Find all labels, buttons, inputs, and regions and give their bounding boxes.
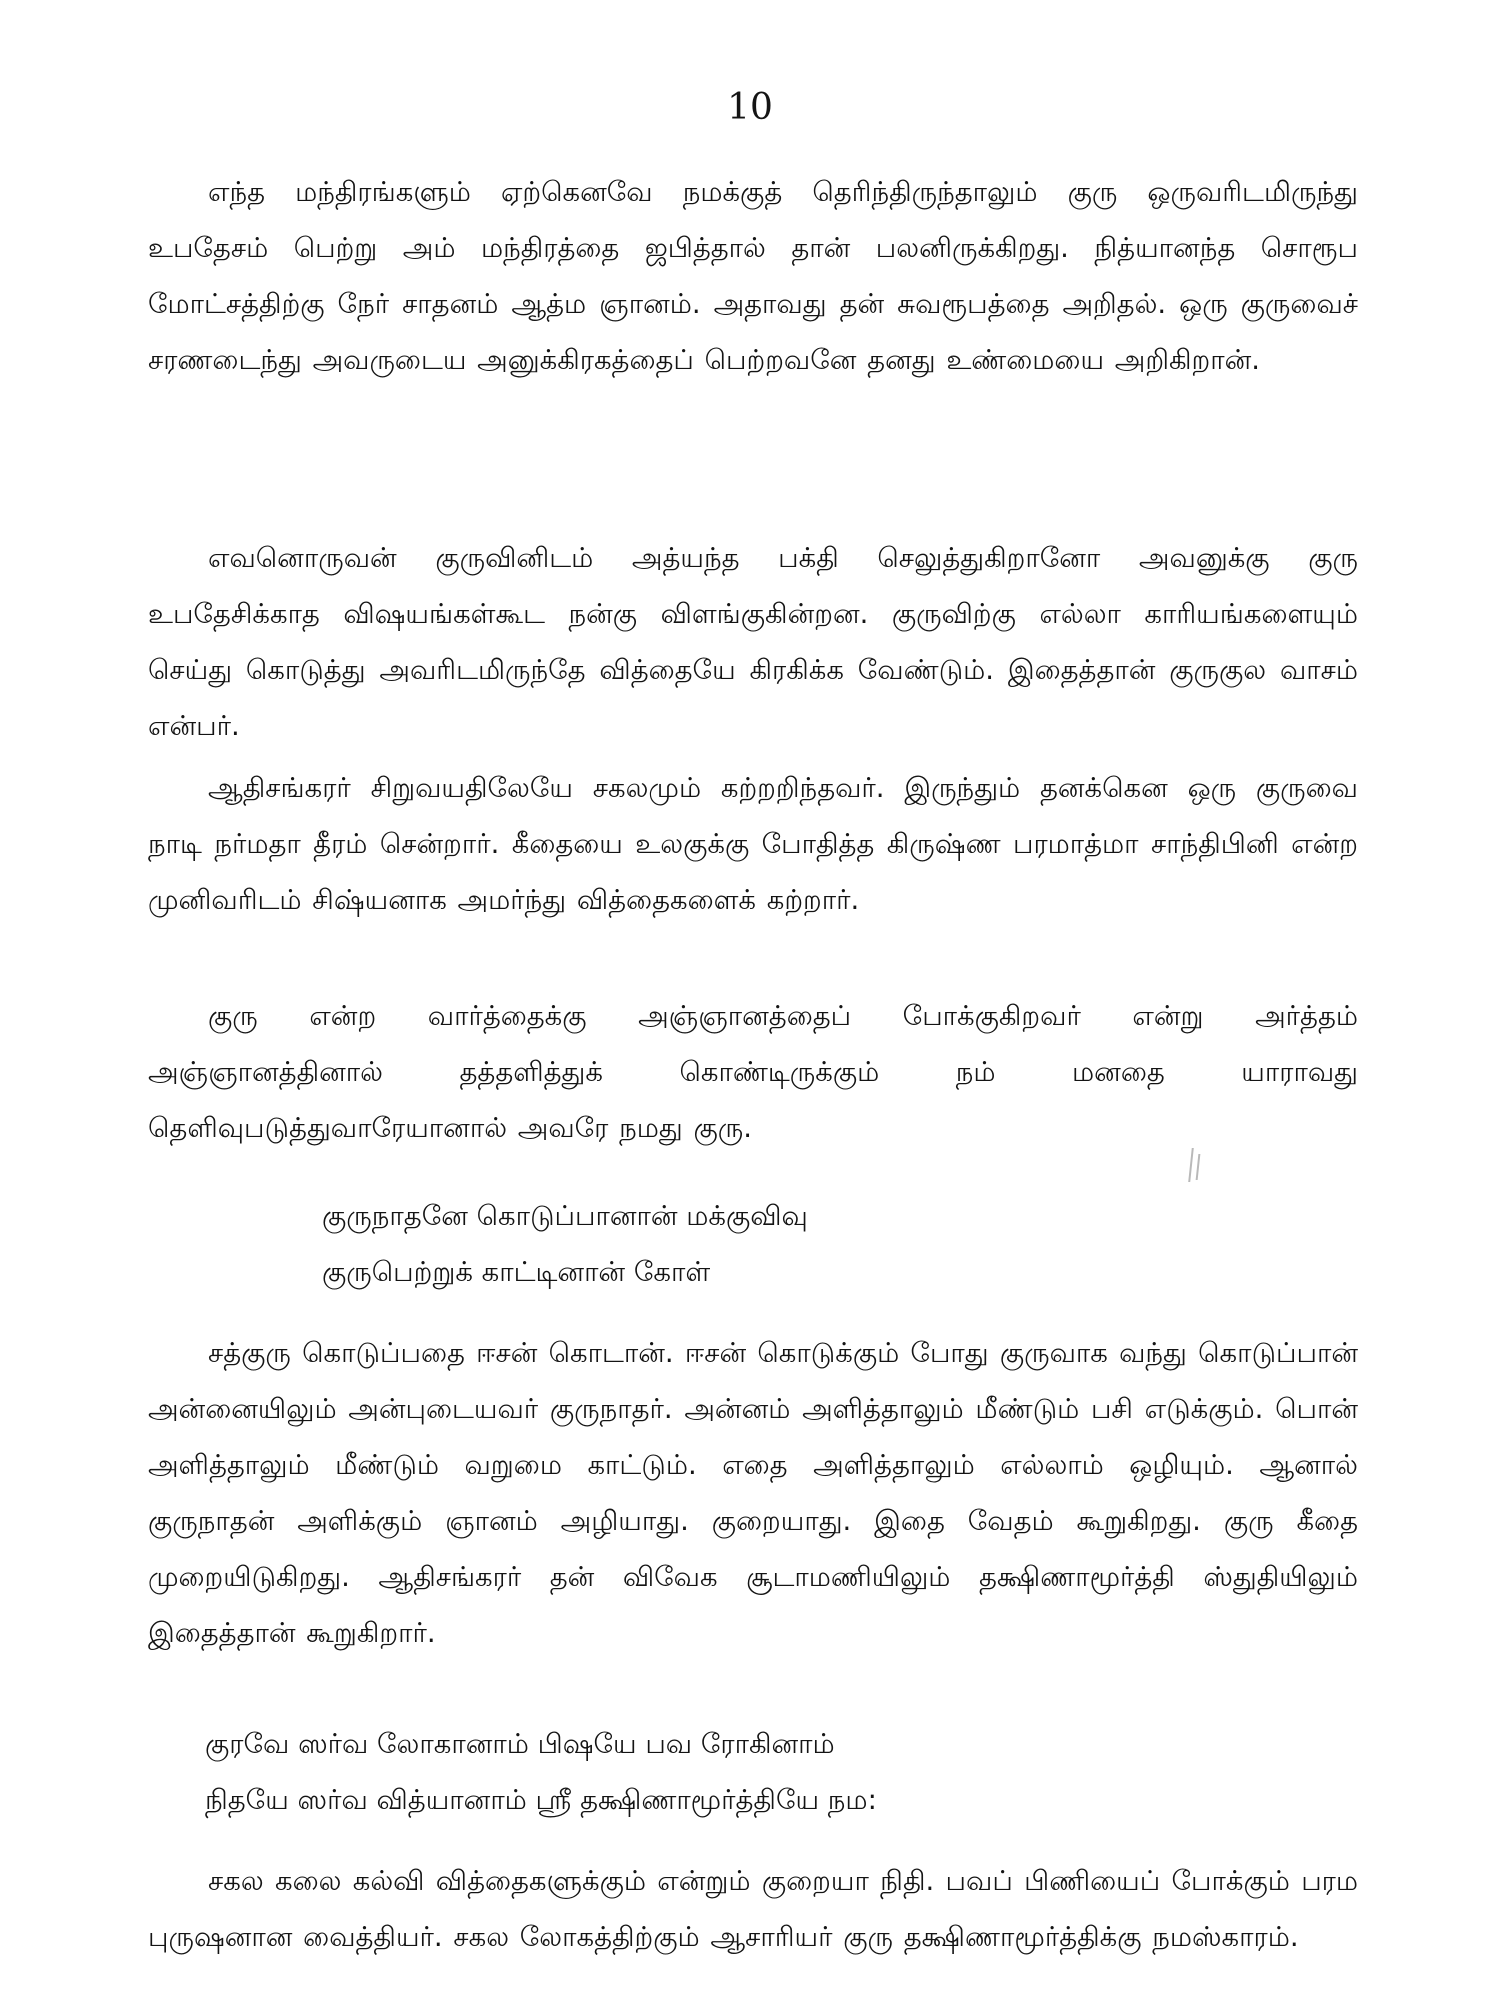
page-number: 10 [727, 87, 773, 128]
paragraph-guru-meaning: குரு என்ற வார்த்தைக்கு அஞ்ஞானத்தைப் போக்குகிறவர் என்று அர்த்தம் அஞ்ஞானத்தினால் தத்தளித்துக் கொண்டிருக்கும் நம் மனதை யாராவது தெளிவுபடுத்துவாரேயானால் அவரே நமது குரு. [148, 1000, 1358, 1144]
scan-mark [1188, 1148, 1202, 1184]
paragraph-namaskaram: சகல கலை கல்வி வித்தைகளுக்கும் என்றும் குறையா நிதி. பவப் பிணியைப் போக்கும் பரம புருஷனான வைத்தியர். சகல லோகத்திற்கும் ஆசாரியர் குரு தக்ஷிணாமூர்த்திக்கு நமஸ்காரம். [148, 1865, 1358, 1953]
verse-line: குரவே ஸர்வ லோகானாம் பிஷயே பவ ரோகினாம் [205, 1728, 835, 1760]
verse-line: குருநாதனே கொடுப்பானான் மக்குவிவு [322, 1200, 808, 1232]
verse-line: நிதயே ஸர்வ வித்யானாம் ஸ்ரீ தக்ஷிணாமூர்த்தியே நம: [205, 1784, 877, 1816]
paragraph-guru-initiation: எந்த மந்திரங்களும் ஏற்கெனவே நமக்குத் தெரிந்திருந்தாலும் குரு ஒருவரிடமிருந்து உபதேசம் பெற்று அம் மந்திரத்தை ஜபித்தால் தான் பலனிருக்கிறது. நித்யானந்த சொரூப மோட்சத்திற்கு நேர் சாதனம் ஆத்ம ஞானம். அதாவது தன் சுவரூபத்தை அறிதல். ஒரு குருவைச் சரணடைந்து அவருடைய அனுக்கிரகத்தைப் பெற்றவனே தனது உண்மையை அறிகிறான். [148, 176, 1358, 376]
paragraph-adi-shankara: ஆதிசங்கரர் சிறுவயதிலேயே சகலமும் கற்றறிந்தவர். இருந்தும் தனக்கென ஒரு குருவை நாடி நர்மதா தீரம் சென்றார். கீதையை உலகுக்கு போதித்த கிருஷ்ண பரமாத்மா சாந்திபினி என்ற முனிவரிடம் சிஷ்யனாக அமர்ந்து வித்தைகளைக் கற்றார். [148, 772, 1358, 916]
verse-dakshinamurthy-sloka [205, 1716, 877, 1828]
paragraph-sadguru: சத்குரு கொடுப்பதை ஈசன் கொடான். ஈசன் கொடுக்கும் போது குருவாக வந்து கொடுப்பான் அன்னையிலும் அன்புடையவர் குருநாதர். அன்னம் அளித்தாலும் மீண்டும் பசி எடுக்கும். பொன் அளித்தாலும் மீண்டும் வறுமை காட்டும். எதை அளித்தாலும் எல்லாம் ஒழியும். ஆனால் குருநாதன் அளிக்கும் ஞானம் அழியாது. குறையாது. இதை வேதம் கூறுகிறது. குரு கீதை முறையிடுகிறது. ஆதிசங்கரர் தன் விவேக சூடாமணியிலும் தக்ஷிணாமூர்த்தி ஸ்துதியிலும் இதைத்தான் கூறுகிறார். [148, 1337, 1358, 1649]
verse-gurunathan [322, 1188, 808, 1300]
verse-line: குருபெற்றுக் காட்டினான் கோள் [322, 1256, 711, 1288]
paragraph-gurukula: எவனொருவன் குருவினிடம் அத்யந்த பக்தி செலுத்துகிறானோ அவனுக்கு குரு உபதேசிக்காத விஷயங்கள்கூட நன்கு விளங்குகின்றன. குருவிற்கு எல்லா காரியங்களையும் செய்து கொடுத்து அவரிடமிருந்தே வித்தையே கிரகிக்க வேண்டும். இதைத்தான் குருகுல வாசம் என்பர். [148, 542, 1358, 742]
